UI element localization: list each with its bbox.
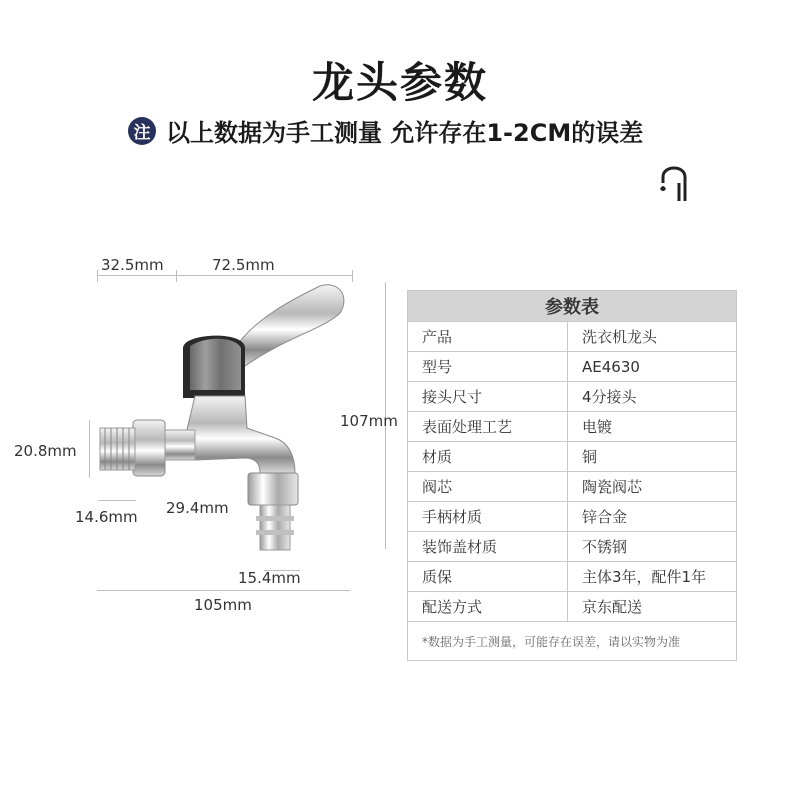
- dim-label: 32.5mm: [101, 256, 164, 274]
- dim-line-bottom: [97, 590, 350, 591]
- measurement-note: [128, 113, 643, 148]
- table-row: [408, 502, 737, 532]
- table-row: [408, 322, 737, 352]
- table-footnote: *数据为手工测量，可能存在误差，请以实物为准: [408, 622, 737, 661]
- dim-label: 107mm: [340, 412, 398, 430]
- note-badge: 注: [128, 117, 156, 145]
- row-key: 产品: [408, 322, 568, 352]
- table-row: [408, 592, 737, 622]
- dim-line-top: [97, 275, 352, 276]
- note-text: 以上数据为手工测量 允许存在1-2CM的误差: [166, 119, 644, 147]
- table-row: [408, 442, 737, 472]
- dim-label: 105mm: [194, 596, 252, 614]
- row-key: 质保: [408, 562, 568, 592]
- page-title: 龙头参数: [311, 58, 488, 107]
- row-value: 洗衣机龙头: [568, 322, 737, 352]
- row-key: 接头尺寸: [408, 382, 568, 412]
- row-value: 主体3年，配件1年: [568, 562, 737, 592]
- dim-label: 15.4mm: [238, 569, 301, 587]
- row-value: 京东配送: [568, 592, 737, 622]
- row-key: 装饰盖材质: [408, 532, 568, 562]
- spec-table: [407, 290, 737, 661]
- faucet-product-image: [95, 278, 355, 558]
- row-value: 铜: [568, 442, 737, 472]
- table-row: [408, 532, 737, 562]
- row-value: 4分接头: [568, 382, 737, 412]
- table-header: 参数表: [408, 291, 737, 322]
- row-value: 不锈钢: [568, 532, 737, 562]
- row-key: 手柄材质: [408, 502, 568, 532]
- row-value: 锌合金: [568, 502, 737, 532]
- dim-label: 14.6mm: [75, 508, 138, 526]
- dim-line-left: [89, 420, 90, 478]
- faucet-icon: [655, 163, 691, 205]
- dim-label: 20.8mm: [14, 442, 77, 460]
- table-row: [408, 472, 737, 502]
- row-key: 表面处理工艺: [408, 412, 568, 442]
- table-row: [408, 412, 737, 442]
- table-row: [408, 562, 737, 592]
- table-row: [408, 382, 737, 412]
- row-key: 材质: [408, 442, 568, 472]
- dim-label: 72.5mm: [212, 256, 275, 274]
- row-value: 电镀: [568, 412, 737, 442]
- row-value: AE4630: [568, 352, 737, 382]
- row-key: 配送方式: [408, 592, 568, 622]
- row-key: 型号: [408, 352, 568, 382]
- dim-label: 29.4mm: [166, 499, 229, 517]
- table-row: [408, 352, 737, 382]
- row-value: 陶瓷阀芯: [568, 472, 737, 502]
- row-key: 阀芯: [408, 472, 568, 502]
